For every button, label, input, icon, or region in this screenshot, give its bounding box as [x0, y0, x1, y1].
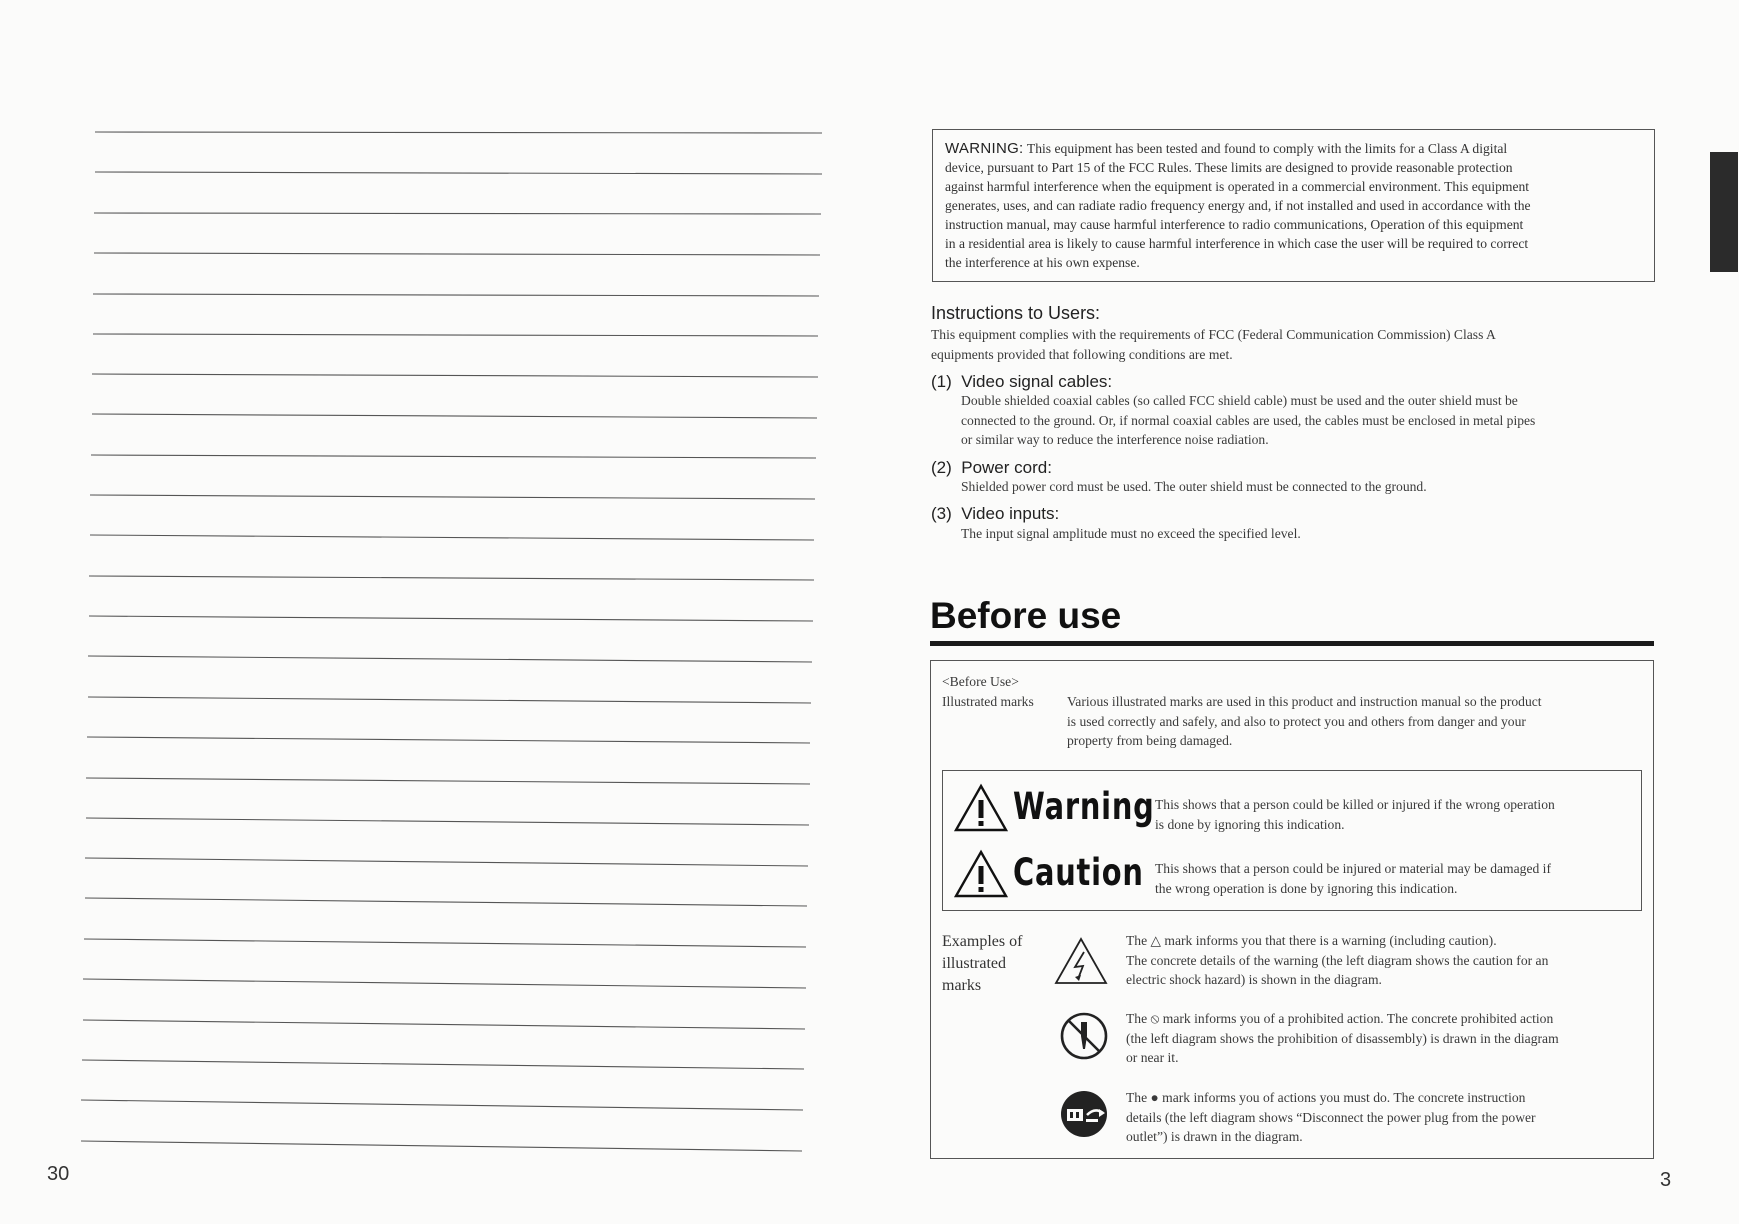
- illustrated-line-1: is used correctly and safely, and also to protect you and others from danger and your: [1067, 713, 1526, 729]
- caution-word: Caution: [1013, 851, 1144, 894]
- instructions-intro-1: equipments provided that following conditions are met.: [931, 346, 1233, 362]
- item-3-title: Video inputs:: [961, 504, 1060, 523]
- example3-line-0: The ● mark informs you of actions you must do. The concrete instruction: [1126, 1090, 1526, 1105]
- examples-label-0: Examples of: [942, 933, 1023, 950]
- item-3-number: (3): [931, 504, 952, 523]
- right-page-number: 3: [1660, 1169, 1672, 1191]
- example1-line-2: electric shock hazard) is shown in the diagram.: [1126, 972, 1382, 987]
- side-tab-marker: [1710, 152, 1738, 272]
- signal-words-box: [942, 770, 1642, 911]
- item-3-heading: [931, 504, 1059, 524]
- warning-line-2: against harmful interference when the equipment is operated in a commercial environment. This equipment: [945, 179, 1530, 194]
- item-1-line-1: connected to the ground. Or, if normal coaxial cables are used, the cables must be enclosed in metal pipes: [961, 412, 1536, 428]
- item-1-heading: [931, 372, 1112, 392]
- instructions-intro-0: This equipment complies with the requirements of FCC (Federal Communication Commission) Class A: [931, 327, 1496, 342]
- warning-line-3: generates, uses, and can radiate radio frequency energy and, if not installed and used in accordance with the: [945, 198, 1531, 213]
- example1-line-0: The △ mark informs you that there is a warning (including caution).: [1126, 933, 1497, 948]
- warning-desc-0: This shows that a person could be killed or injured if the wrong operation: [1155, 797, 1555, 812]
- before-use-box: [930, 660, 1654, 1159]
- caution-desc-0: This shows that a person could be injured or material may be damaged if: [1155, 861, 1551, 876]
- warning-line-6: the interference at his own expense.: [945, 255, 1140, 270]
- item-2-heading: [931, 458, 1052, 478]
- warning-desc-1: is done by ignoring this indication.: [1155, 816, 1345, 832]
- example2-line-0: The ⦸ mark informs you of a prohibited action. The concrete prohibited action: [1126, 1011, 1554, 1026]
- warning-word: Warning: [1013, 785, 1155, 828]
- no-disassembly-icon: [1059, 1011, 1109, 1061]
- fcc-warning-box: [932, 129, 1655, 282]
- illustrated-line-0: Various illustrated marks are used in this product and instruction manual so the product: [1067, 694, 1542, 709]
- unplug-icon: [1059, 1089, 1109, 1139]
- warning-line-5: in a residential area is likely to cause harmful interference in which case the user will be required to correct: [945, 236, 1529, 251]
- item-1-line-0: Double shielded coaxial cables (so called FCC shield cable) must be used and the outer shield must be: [961, 393, 1518, 408]
- before-use-rule: [930, 641, 1654, 646]
- examples-label-2: marks: [942, 977, 982, 994]
- caution-desc-1: the wrong operation is done by ignoring this indication.: [1155, 880, 1458, 896]
- warning-line-1: device, pursuant to Part 15 of the FCC Rules. These limits are designed to provide reasonable protection: [945, 160, 1513, 175]
- example1-line-1: The concrete details of the warning (the left diagram shows the caution for an: [1126, 952, 1549, 968]
- item-1-line-2: or similar way to reduce the interference noise radiation.: [961, 432, 1269, 447]
- warning-line-0: This equipment has been tested and found to comply with the limits for a Class A digital: [1026, 141, 1508, 156]
- example2-line-2: or near it.: [1126, 1050, 1179, 1065]
- warning-label: WARNING:: [945, 140, 1024, 157]
- item-1-number: (1): [931, 372, 952, 391]
- electric-shock-icon: [1053, 936, 1109, 986]
- warning-triangle-icon: [953, 783, 1009, 833]
- illustrated-marks-label: Illustrated marks: [942, 694, 1034, 709]
- item-2-title: Power cord:: [961, 458, 1052, 477]
- before-use-box-header: <Before Use>: [942, 674, 1019, 689]
- example3-line-2: outlet”) is drawn in the diagram.: [1126, 1129, 1303, 1144]
- illustrated-line-2: property from being damaged.: [1067, 733, 1233, 748]
- before-use-title: Before use: [930, 595, 1122, 636]
- item-2-number: (2): [931, 458, 952, 477]
- example2-line-1: (the left diagram shows the prohibition of disassembly) is drawn in the diagram: [1126, 1030, 1559, 1046]
- examples-label-1: illustrated: [942, 955, 1006, 972]
- caution-triangle-icon: [953, 849, 1009, 899]
- warning-line-4: instruction manual, may cause harmful interference to radio communications, Operation of this equipment: [945, 217, 1524, 232]
- instructions-heading: Instructions to Users:: [931, 303, 1101, 323]
- item-2-line-0: Shielded power cord must be used. The outer shield must be connected to the ground.: [961, 479, 1427, 494]
- example3-line-1: details (the left diagram shows “Disconnect the power plug from the power: [1126, 1109, 1536, 1125]
- item-1-title: Video signal cables:: [961, 372, 1113, 391]
- left-page-number: 30: [47, 1163, 70, 1185]
- item-3-line-0: The input signal amplitude must no exceed the specified level.: [961, 526, 1301, 541]
